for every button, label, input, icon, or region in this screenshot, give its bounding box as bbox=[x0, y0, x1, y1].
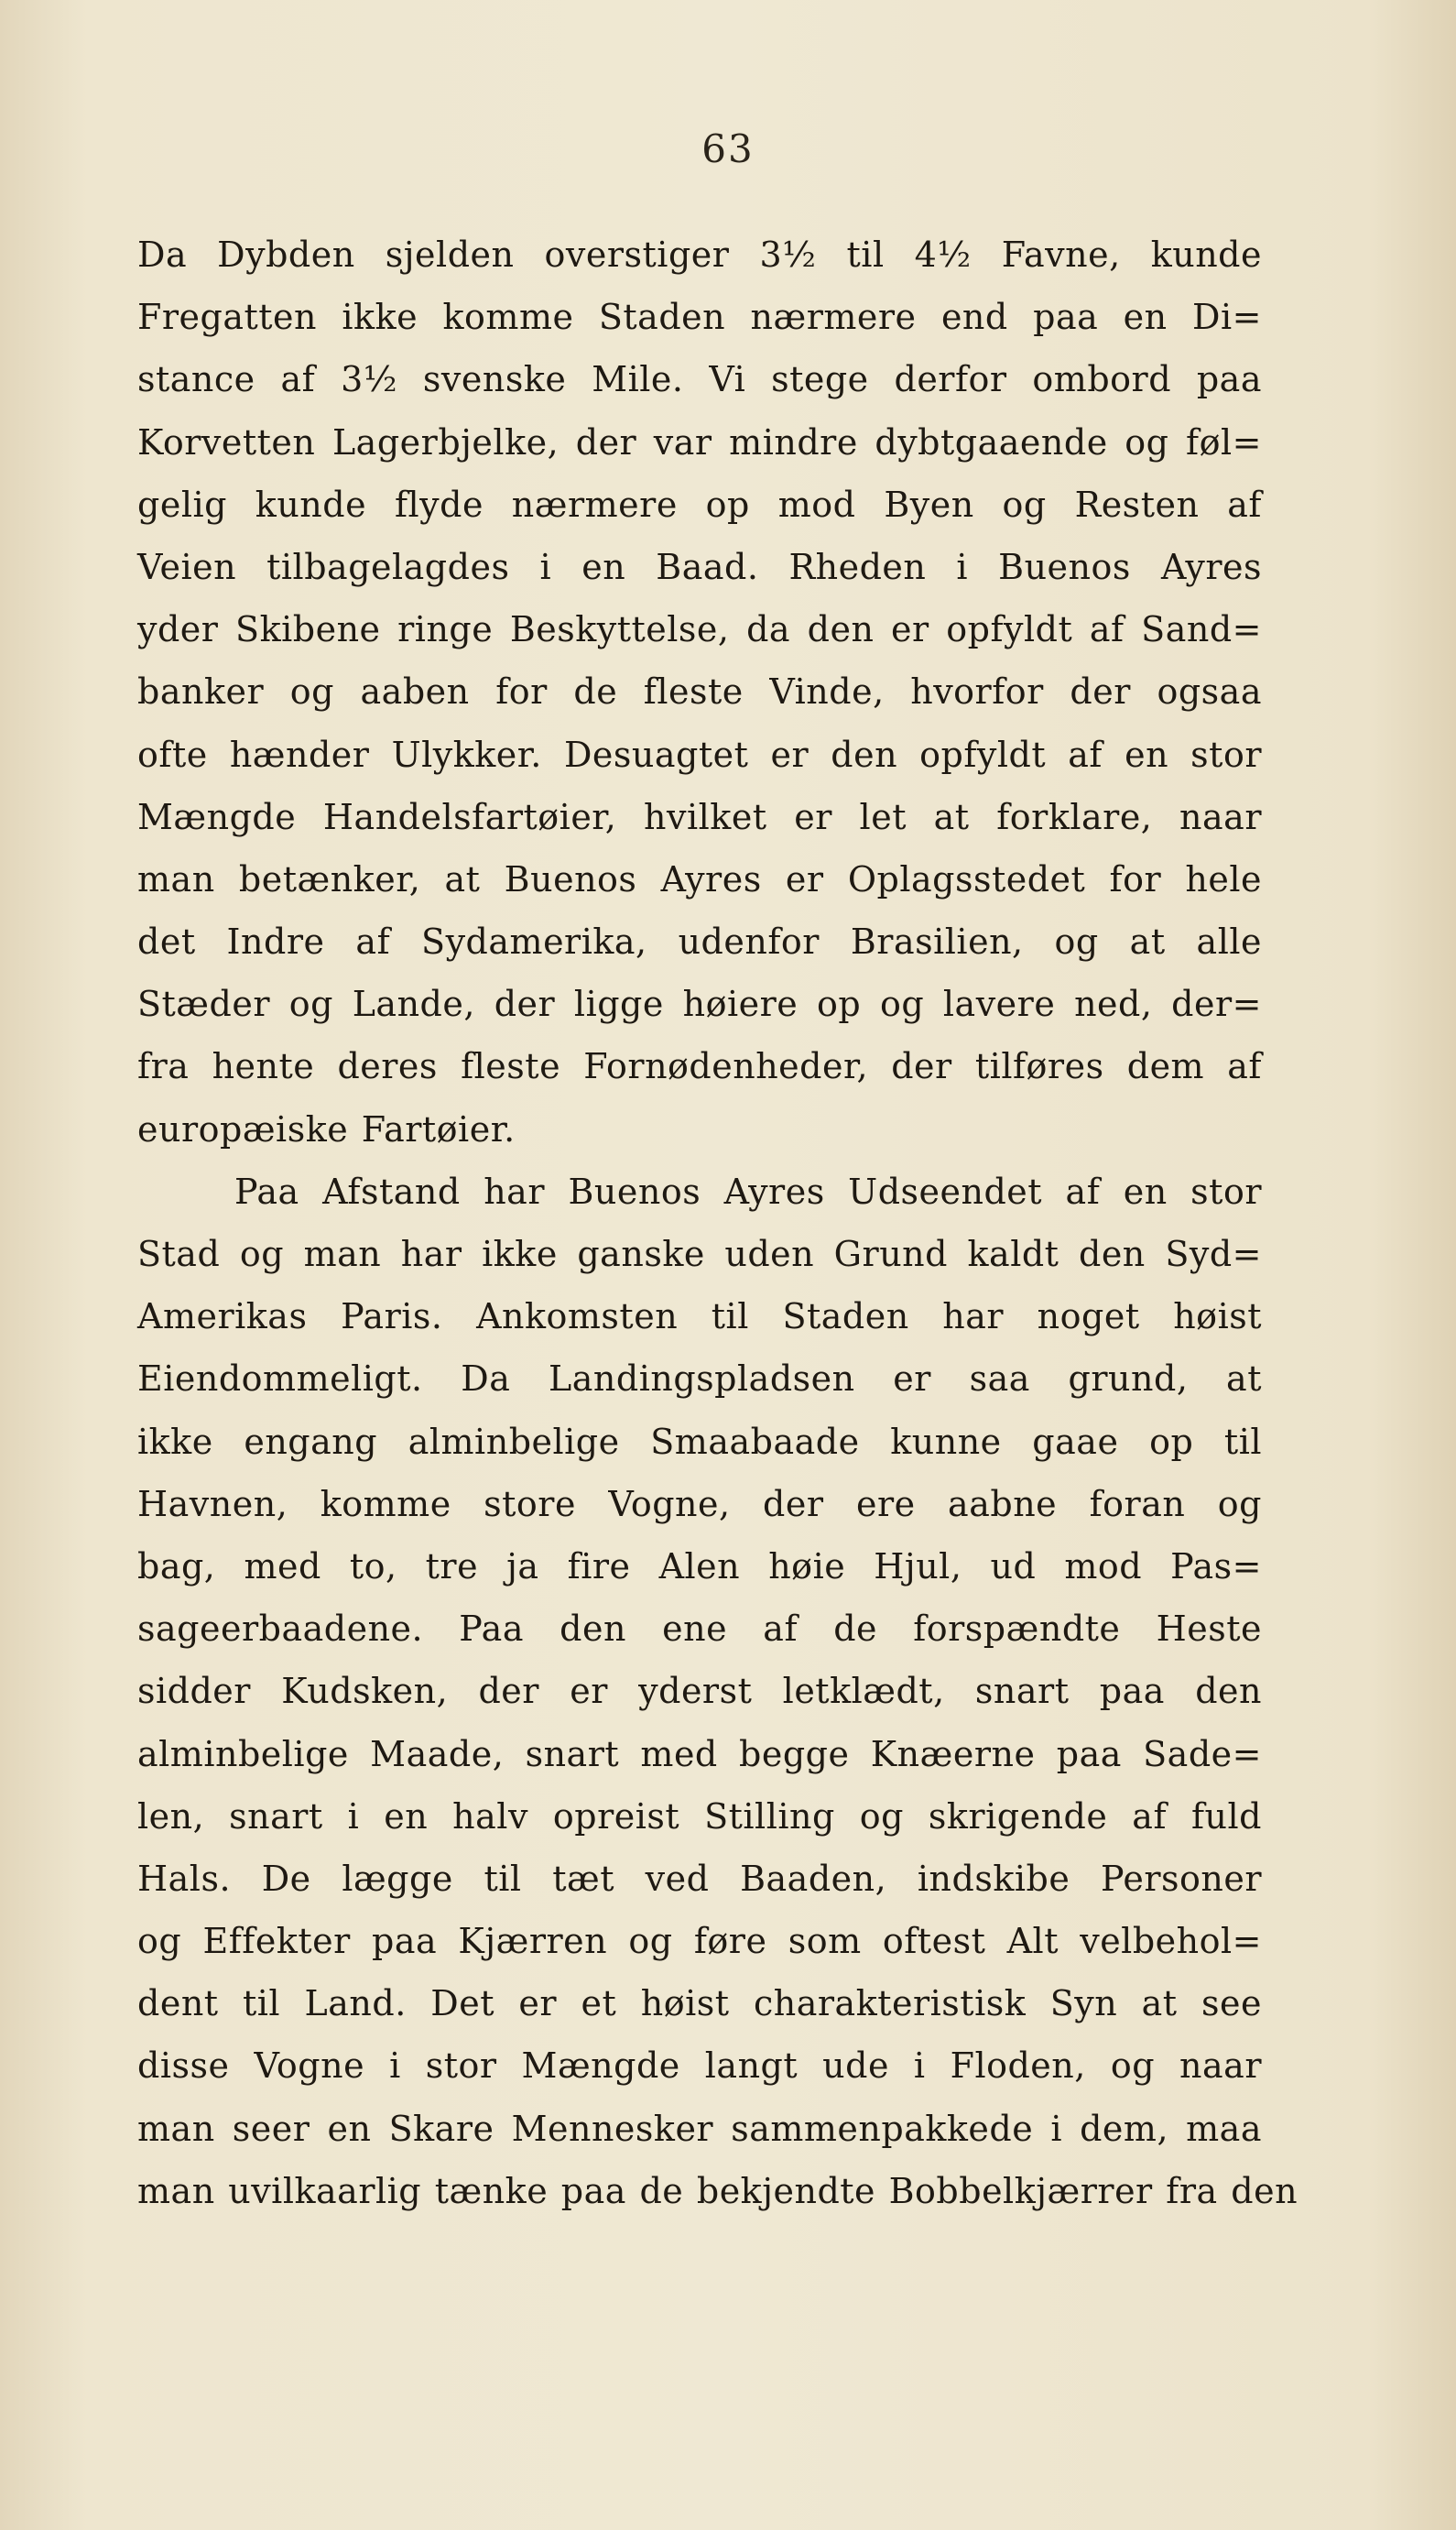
text-line: gelig kunde flyde nærmere op mod Byen og Resten af bbox=[137, 484, 1262, 525]
text-line: Hals. De lægge til tæt ved Baaden, indskibe Personer bbox=[137, 1858, 1262, 1899]
text-line: bag, med to, tre ja fire Alen høie Hjul, ud mod Pas= bbox=[137, 1545, 1262, 1587]
text-line: Korvetten Lagerbjelke, der var mindre dybtgaaende og føl= bbox=[137, 421, 1262, 463]
text-line: Stad og man har ikke ganske uden Grund kaldt den Syd= bbox=[137, 1234, 1262, 1274]
text-line: Stæder og Lande, der ligge høiere op og lavere ned, der= bbox=[137, 984, 1262, 1025]
body-text bbox=[137, 224, 1298, 2222]
text-line: banker og aaben for de fleste Vinde, hvorfor der ogsaa bbox=[137, 671, 1262, 713]
text-line: Eiendommeligt. Da Landingspladsen er saa grund, at bbox=[137, 1358, 1262, 1400]
text-line: europæiske Fartøier. bbox=[137, 1108, 516, 1150]
text-line: ikke engang alminbelige Smaabaade kunne gaae op til bbox=[137, 1421, 1262, 1462]
text-line: yder Skibene ringe Beskyttelse, da den er opfyldt af Sand= bbox=[137, 609, 1262, 650]
text-line: Havnen, komme store Vogne, der ere aabne foran og bbox=[137, 1483, 1262, 1524]
page-number: 63 bbox=[701, 126, 755, 171]
text-line: Amerikas Paris. Ankomsten til Staden har noget høist bbox=[137, 1296, 1262, 1337]
text-line: Paa Afstand har Buenos Ayres Udseendet af en stor bbox=[234, 1171, 1262, 1212]
text-line: fra hente deres fleste Fornødenheder, der tilføres dem af bbox=[137, 1046, 1262, 1087]
text-line: Veien tilbagelagdes i en Baad. Rheden i Buenos Ayres bbox=[137, 546, 1262, 587]
text-line: Mængde Handelsfartøier, hvilket er let at forklare, naar bbox=[137, 796, 1262, 837]
text-line: sageerbaadene. Paa den ene af de forspændte Heste bbox=[137, 1609, 1262, 1650]
text-line: Da Dybden sjelden overstiger 3½ til 4½ Favne, kunde bbox=[137, 234, 1262, 275]
text-line: stance af 3½ svenske Mile. Vi stege derfor ombord paa bbox=[137, 359, 1262, 400]
text-line: len, snart i en halv opreist Stilling og skrigende af fuld bbox=[137, 1795, 1262, 1837]
text-line: dent til Land. Det er et høist charakteristisk Syn at see bbox=[137, 1983, 1262, 2024]
text-line: det Indre af Sydamerika, udenfor Brasilien, og at alle bbox=[137, 921, 1262, 963]
text-line: sidder Kudsken, der er yderst letklædt, snart paa den bbox=[137, 1671, 1262, 1712]
text-line: og Effekter paa Kjærren og føre som oftest Alt velbehol= bbox=[137, 1921, 1262, 1962]
text-line: ofte hænder Ulykker. Desuagtet er den opfyldt af en stor bbox=[137, 734, 1262, 775]
text-line: disse Vogne i stor Mængde langt ude i Floden, og naar bbox=[137, 2045, 1262, 2087]
text-line: man seer en Skare Mennesker sammenpakkede i dem, maa bbox=[137, 2108, 1262, 2149]
text-line: Fregatten ikke komme Staden nærmere end paa en Di= bbox=[137, 297, 1262, 338]
text-line: man uvilkaarlig tænke paa de bekjendte Bobbelkjærrer fra den bbox=[137, 2170, 1298, 2211]
text-line: man betænker, at Buenos Ayres er Oplagsstedet for hele bbox=[137, 858, 1262, 900]
text-line: alminbelige Maade, snart med begge Knæerne paa Sade= bbox=[137, 1733, 1262, 1774]
